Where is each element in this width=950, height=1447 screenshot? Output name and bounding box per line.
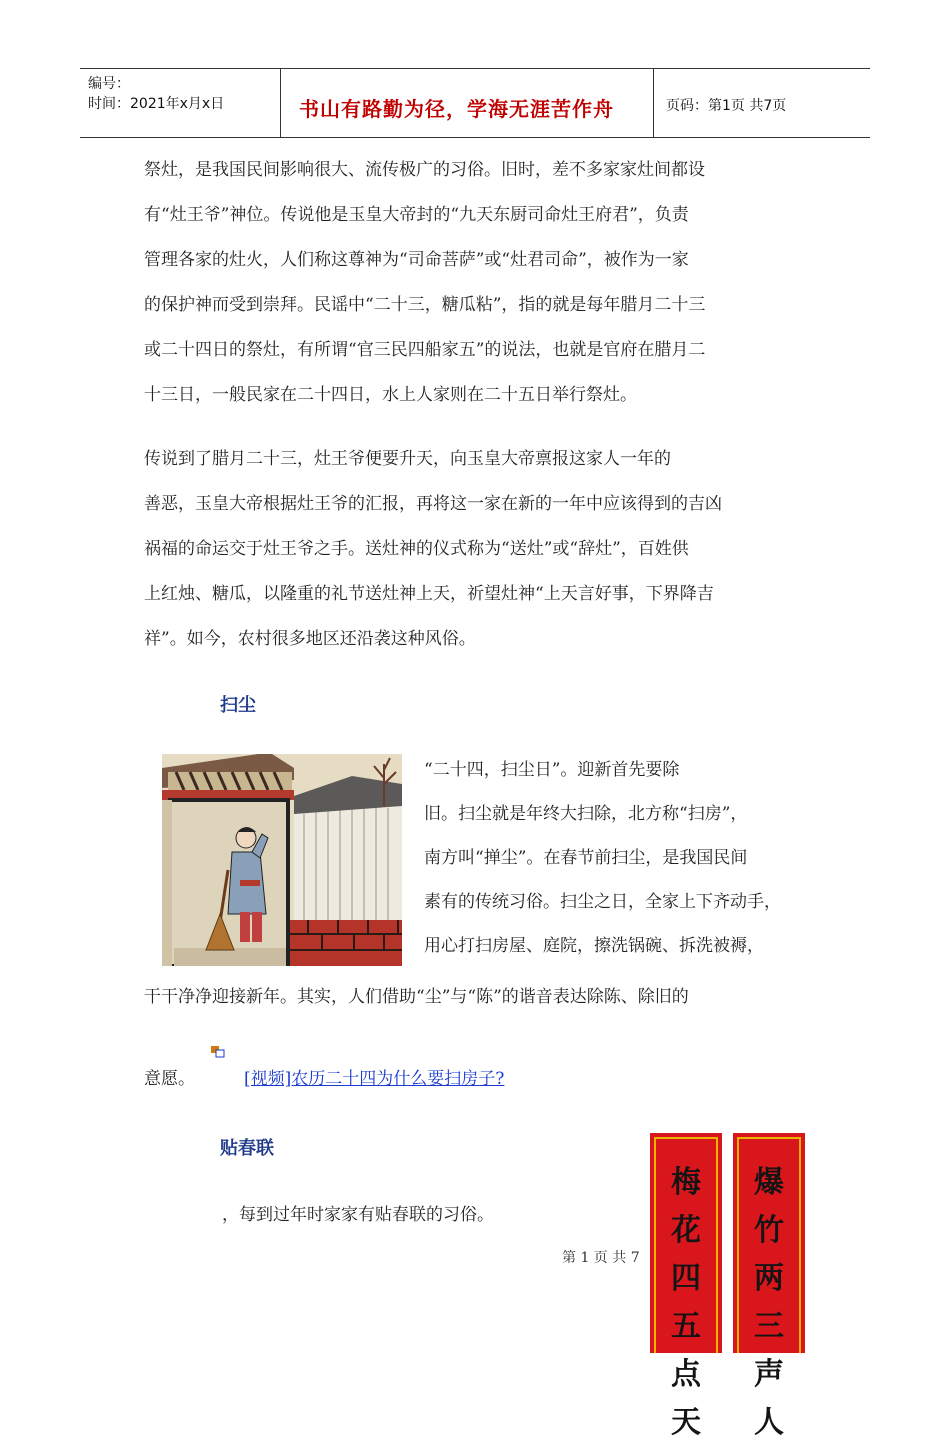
header-meta-cell (80, 69, 281, 137)
text-line: 的保护神而受到崇拜。民谣中“二十三，糖瓜粘”，指的就是每年腊月二十三 (144, 295, 706, 315)
text-line: 有“灶王爷”神位。传说他是玉皇大帝封的“九天东厨司命灶王府君”，负责 (144, 205, 689, 225)
text-line: 管理各家的灶火，人们称这尊神为“司命菩萨”或“灶君司命”，被作为一家 (144, 250, 689, 270)
header-motto: 书山有路勤为径，学海无涯苦作舟 (299, 97, 614, 121)
text-line: 用心打扫房屋、庭院，擦洗锅碗、拆洗被褥， (424, 936, 764, 956)
couplet-char: 天 (671, 1405, 701, 1440)
heading-sweep-dust: 扫尘 (220, 695, 256, 716)
text-line: 上红烛、糖瓜，以隆重的礼节送灶神上天，祈望灶神“上天言好事，下界降吉 (144, 584, 714, 604)
couplet-char: 五 (671, 1309, 701, 1344)
text-line: 干干净净迎接新年。其实，人们借助“尘”与“陈”的谐音表达除陈、除旧的 (144, 987, 689, 1007)
couplet-char: 爆 (754, 1165, 784, 1200)
header-motto-cell (281, 69, 654, 137)
couplet-scroll-right (733, 1133, 805, 1440)
text-line: 十三日，一般民家在二十四日，水上人家则在二十五日举行祭灶。 (144, 385, 637, 405)
text-line: 祥”。如今，农村很多地区还沿袭这种风俗。 (144, 629, 476, 649)
couplet-char: 人 (754, 1405, 784, 1440)
text-line: ，每到过年时家家有贴春联的习俗。 (222, 1205, 494, 1225)
couplet-char: 声 (754, 1357, 784, 1392)
text-line: “二十四，扫尘日”。迎新首先要除 (424, 760, 680, 780)
paragraph-sweep-dust (424, 748, 824, 968)
video-link-icon[interactable] (211, 1046, 225, 1058)
text-line: 祸福的命运交于灶王爷之手。送灶神的仪式称为“送灶”或“辞灶”，百姓供 (144, 539, 689, 559)
sweeping-folk-art-image (162, 754, 402, 966)
text-line: 旧。扫尘就是年终大扫除，北方称“扫房”， (424, 804, 748, 824)
couplet-char: 三 (754, 1309, 784, 1344)
video-link[interactable]: [视频]农历二十四为什么要扫房子? (244, 1069, 505, 1089)
header-page-number: 页码：第1页 共7页 (666, 98, 787, 114)
paragraph-send-kitchen-god (144, 437, 824, 662)
page-header (80, 68, 870, 138)
heading-spring-couplets: 贴春联 (220, 1138, 274, 1159)
couplet-char: 梅 (671, 1165, 701, 1200)
text-line: 南方叫“掸尘”。在春节前扫尘，是我国民间 (424, 848, 748, 868)
text-line: 意愿。 (144, 1069, 195, 1089)
text-line: 或二十四日的祭灶，有所谓“官三民四船家五”的说法，也就是官府在腊月二 (144, 340, 706, 360)
paragraph-kitchen-god (144, 148, 824, 418)
header-page-cell (654, 69, 870, 137)
couplet-char: 花 (671, 1213, 701, 1248)
text-line: 祭灶，是我国民间影响很大、流传极广的习俗。旧时，差不多家家灶间都设 (144, 160, 705, 180)
text-line: 善恶，玉皇大帝根据灶王爷的汇报，再将这一家在新的一年中应该得到的吉凶 (144, 494, 722, 514)
couplet-char: 竹 (754, 1213, 784, 1248)
couplet-char: 两 (754, 1261, 784, 1296)
document-number-label: 编号： (88, 76, 130, 92)
couplet-scroll-left (650, 1133, 722, 1440)
text-line: 素有的传统习俗。扫尘之日，全家上下齐动手， (424, 892, 781, 912)
couplet-char: 四 (671, 1261, 701, 1296)
couplet-text-right (733, 1159, 805, 1447)
document-time-label: 时间：2021年x月x日 (88, 96, 225, 112)
couplet-text-left (650, 1159, 722, 1447)
footer-page-number: 第 1 页 共 7 (562, 1250, 640, 1266)
text-line: 传说到了腊月二十三，灶王爷便要升天，向玉皇大帝禀报这家人一年的 (144, 449, 671, 469)
couplet-char: 点 (671, 1357, 701, 1392)
